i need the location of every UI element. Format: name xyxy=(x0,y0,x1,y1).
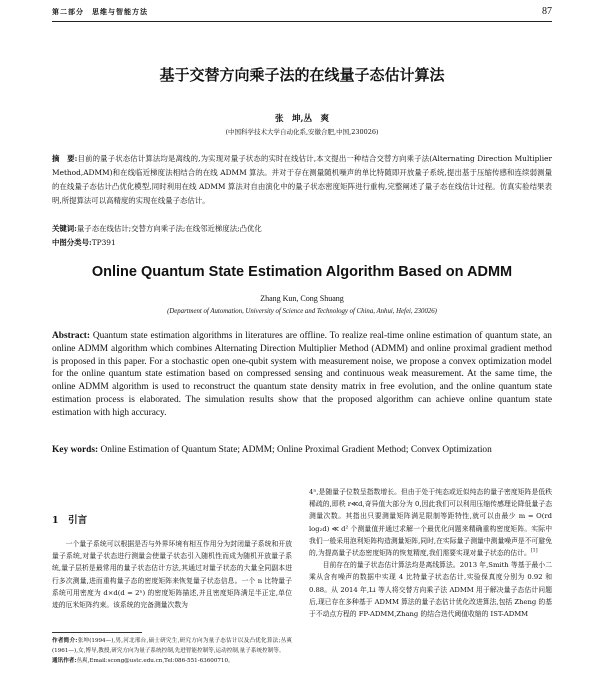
header-rule xyxy=(52,21,552,22)
english-keywords xyxy=(52,444,552,457)
right-column xyxy=(309,486,552,687)
footnote-corresponding-author xyxy=(52,656,292,666)
english-keywords-label: Key words: xyxy=(52,445,99,455)
footnotes xyxy=(52,636,292,666)
footnote-rule xyxy=(52,632,142,633)
english-abstract-label: Abstract: xyxy=(52,331,91,341)
chinese-keywords-text: 量子态在线估计;交替方向乘子法;在线邻近梯度法;凸优化 xyxy=(76,224,262,233)
english-abstract-text: Quantum state estimation algorithms in literatures are offline. To realize real-time online estimation of quantum state, an online ADMM algorithm which combines Alternating Direction Multiplier Method (ADMM) and online proximal gradient method is proposed in this paper. For a stochastic open one-qubit system with measurement noise, we propose a convex optimization model for the online quantum state estimation based on compressed sensing and continuous weak measurement. At the same time, the online ADMM algorithm is used to reconstruct the quantum state density matrix in free evolution, and the online quantum state estimation process is elaborated. The simulation results show that the proposed algorithm can achieve online quantum state estimation with high accuracy. xyxy=(52,331,552,418)
left-column xyxy=(52,492,292,687)
paragraph-text: 是随量子位数呈指数增长。但由于处于纯态或近似纯态的量子密度矩阵是低秩稀疏的,即秩 r≪d,奇异值大部分为 0,因此我们可以利用压缩传感理论降低量子态测量次数。其指出只要测量矩阵满足限制等距特性,就可以由最少 m = O(rd log₂d) ≪ d² 个测量值并通过求解一个最优化问题来精确重构密度矩阵。实际中我们一般采用泡利矩阵构造测量矩阵,同时,在实际量子测量中测量噪声是不可避免的,为提高量子状态密度矩阵的恢复精度,我们需要实现对量子状态的估计。 xyxy=(309,488,552,558)
footnote-text: 张坤(1994—),男,河北邢台,硕士研究生,研究方向为量子态估计以及凸优化算法;丛爽(1961—),女,博导,教授,研究方向为量子系统控制,先进智能控制等,运动控制,量子系统控制等。 xyxy=(52,638,292,654)
english-abstract xyxy=(52,330,552,420)
body-paragraph-continued xyxy=(309,486,552,559)
chinese-abstract-label: 摘 要: xyxy=(52,154,78,163)
english-authors: Zhang Kun, Cong Shuang xyxy=(260,294,344,303)
classification-label: 中图分类号: xyxy=(52,238,92,247)
body-paragraph-related-work: 目前存在的量子状态估计算法均是离线算法。2013 年,Smith 等基于最小二乘从含有噪声的数据中实现 4 比特量子状态估计,实验保真度分别为 0.92 和 0.88。从 2014 年,Li 等人将交替方向乘子法 ADMM 用于解决量子态估计问题后,现已存在多种基于 ADMM 算法的量子态估计优化改进算法,包括 Zheng 的基于不动点方程的 FP-ADMM,Zhang 的结合迭代阈值收缩的 IST-ADMM xyxy=(309,561,552,619)
chinese-keywords-label: 关键词: xyxy=(52,224,77,233)
citation-reference: [1] xyxy=(530,548,538,554)
chinese-title: 基于交替方向乘子法的在线量子态估计算法 xyxy=(159,66,445,84)
introduction-paragraph: 一个量子系统可以根据是否与外界环境有相互作用分为封闭量子系统和开放量子系统,对量子状态进行测量会使量子状态引入随机性而成为随机开放量子系统,量子层析是最常用的量子状态估计方法,其通过对量子状态的大量全同副本进行多次测量,进而重构量子态的密度矩阵来恢复量子状态信息。一个 n 比特量子系统可用密度为 d×d(d = 2ⁿ) 的密度矩阵描述,并且密度矩阵满足半正定,单位迹的厄米矩阵约束。该系统的完备测量次数为 xyxy=(52,540,292,610)
english-affiliation: (Department of Automation, University of Science and Technology of China, Anhui, Hefei, 230026) xyxy=(167,308,437,315)
running-header-section: 第二部分 思维与智能方法 xyxy=(52,7,148,16)
classification-code: TP391 xyxy=(91,238,116,247)
section-heading-introduction: 1 引言 xyxy=(52,515,88,526)
footnote-label: 通讯作者: xyxy=(52,658,77,664)
paragraph-lead: 4ⁿ, xyxy=(309,488,319,496)
footnote-label: 作者简介: xyxy=(52,638,78,644)
chinese-affiliation: (中国科学技术大学自动化系,安徽合肥,中国,230026) xyxy=(225,128,379,136)
footnote-author-bio xyxy=(52,636,292,656)
footnote-text: 丛爽,Email:scong@ustc.edu.cn,Tel:086-551-63600710。 xyxy=(76,658,234,664)
english-title: Online Quantum State Estimation Algorithm Based on ADMM xyxy=(91,264,513,280)
chinese-abstract xyxy=(52,152,552,208)
chinese-classification xyxy=(52,236,552,250)
page-number: 87 xyxy=(542,6,552,17)
running-header xyxy=(52,6,552,20)
english-keywords-text: Online Estimation of Quantum State; ADMM; Online Proximal Gradient Method; Convex Optimization xyxy=(100,445,492,455)
chinese-abstract-text: 目前的量子状态估计算法均是离线的,为实现对量子状态的实时在线估计,本文提出一种结合交替方向乘子法(Alternating Direction Multiplier Method,ADMM)和在线临近梯度法相结合的在线 ADMM 算法。并对于存在测量随机噪声的单比特随即开放量子系统,提出基于压缩传感和连续弱测量的在线量子态估计凸优化模型,同时利用在线 ADMM 算法对自由演化中的量子状态密度矩阵进行重构,完整阐述了量子态在线估计过程。仿真实验结果表明,所提算法可以高精度的实现在线量子态估计。 xyxy=(52,154,553,205)
chinese-authors: 张 坤,丛 爽 xyxy=(275,114,329,124)
chinese-keywords xyxy=(52,222,552,236)
